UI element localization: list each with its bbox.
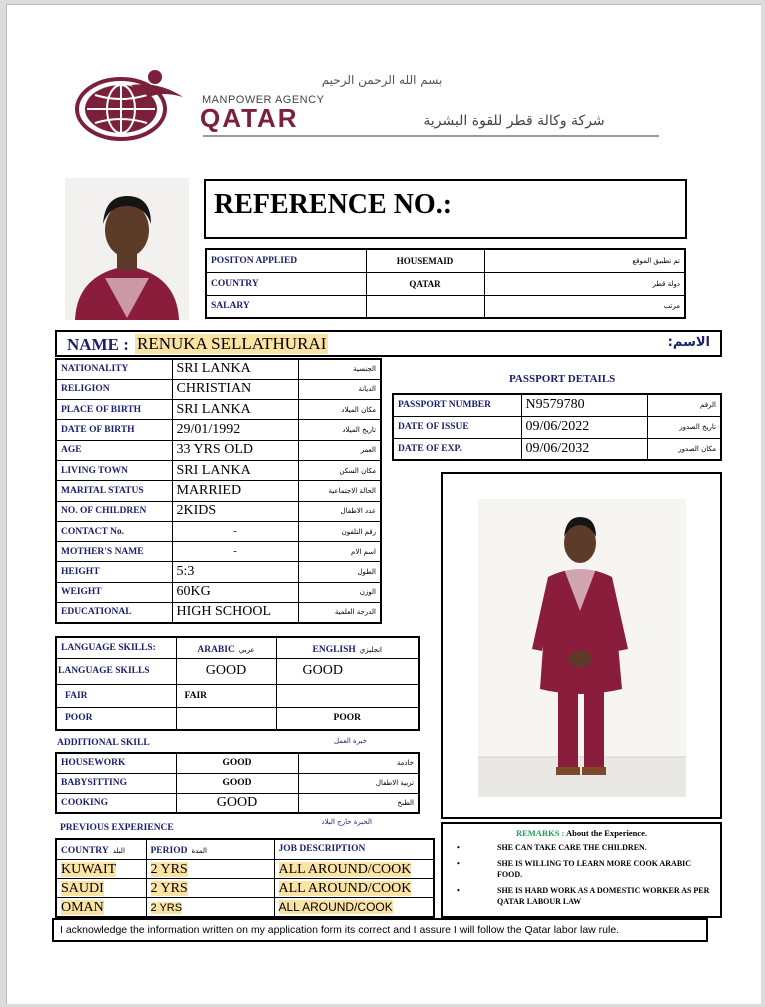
passport-title: PASSPORT DETAILS: [509, 373, 616, 385]
personal-ar: الحالة الاجتماعية: [298, 481, 381, 501]
experience-header-row: [56, 839, 434, 859]
personal-value: 2KIDS: [172, 501, 298, 521]
name-value: RENUKA SELLATHURAI: [137, 334, 327, 353]
passport-row: [393, 438, 721, 460]
brand-name: QATAR: [200, 103, 299, 133]
passport-row: [393, 416, 721, 438]
personal-label: WEIGHT: [56, 582, 172, 602]
remark-item: • SHE CAN TAKE CARE THE CHILDREN.: [457, 843, 647, 852]
personal-ar: رقم التلفون: [298, 521, 381, 541]
salary-row: [206, 295, 685, 318]
personal-value: -: [172, 521, 298, 541]
personal-row: [56, 359, 381, 379]
application-page: [6, 4, 761, 1004]
country-ar: دولة قطر: [484, 272, 685, 295]
acknowledgement-box: [52, 918, 708, 942]
remark-item: • SHE IS WILLING TO LEARN MORE COOK ARABIC FOOD.: [457, 859, 692, 879]
experience-table: [55, 838, 435, 918]
skill-row: [56, 773, 419, 793]
personal-value: SRI LANKA: [172, 460, 298, 480]
personal-details-table: [55, 358, 382, 624]
personal-value: CHRISTIAN: [172, 379, 298, 399]
skill-row: [56, 753, 419, 773]
country-row: [206, 272, 685, 295]
personal-ar: اسم الام: [298, 542, 381, 562]
bullet-icon: •: [457, 859, 460, 868]
position-ar: تم تطبيق الموقع: [484, 249, 685, 272]
skill-ar: خادمة: [298, 753, 419, 773]
passport-row: [393, 394, 721, 416]
skill-value: GOOD: [176, 793, 298, 813]
personal-value: -: [172, 542, 298, 562]
personal-ar: الوزن: [298, 582, 381, 602]
reference-label: REFERENCE NO.:: [214, 189, 453, 220]
skill-ar: تربية الاطفال: [298, 773, 419, 793]
personal-ar: الجنسية: [298, 359, 381, 379]
personal-ar: العمر: [298, 440, 381, 460]
personal-label: NO. OF CHILDREN: [56, 501, 172, 521]
passport-ar: الرقم: [647, 394, 721, 416]
personal-label: DATE OF BIRTH: [56, 420, 172, 440]
position-label: POSITON APPLIED: [206, 249, 366, 272]
country-label: COUNTRY: [206, 272, 366, 295]
personal-row: [56, 521, 381, 541]
personal-value: HIGH SCHOOL: [172, 603, 298, 623]
personal-ar: الديانة: [298, 379, 381, 399]
full-body-photo: [478, 499, 686, 797]
name-ar: الاسم:: [667, 335, 710, 350]
skill-label: COOKING: [56, 793, 176, 813]
bismillah: بسم الله الرحمن الرحيم: [321, 73, 443, 87]
salary-ar: مرتب: [484, 295, 685, 318]
personal-row: [56, 440, 381, 460]
language-row: POOR POOR: [56, 707, 419, 730]
personal-row: [56, 420, 381, 440]
skill-ar: الطبخ: [298, 793, 419, 813]
arabic-agency-name: شركة وكالة قطر للقوة البشرية: [423, 113, 605, 129]
additional-skill-ar: خبرة العمل: [334, 737, 367, 745]
experience-row: SAUDI 2 YRS ALL AROUND/COOK: [56, 878, 434, 897]
skill-value: GOOD: [176, 773, 298, 793]
passport-value: 09/06/2032: [521, 438, 647, 460]
personal-row: [56, 481, 381, 501]
personal-row: [56, 460, 381, 480]
agency-logo: [71, 67, 196, 143]
personal-value: SRI LANKA: [172, 400, 298, 420]
salary-value: [366, 295, 484, 318]
personal-ar: الطول: [298, 562, 381, 582]
additional-skill-label: ADDITIONAL SKILL: [57, 738, 150, 748]
personal-label: EDUCATIONAL: [56, 603, 172, 623]
salary-label: SALARY: [206, 295, 366, 318]
personal-value: 5:3: [172, 562, 298, 582]
personal-value: 33 YRS OLD: [172, 440, 298, 460]
passport-ar: تاريخ الصدور: [647, 416, 721, 438]
name-bar: [55, 330, 722, 357]
previous-experience-ar: الخبرة خارج البلاد: [321, 818, 372, 826]
personal-label: NATIONALITY: [56, 359, 172, 379]
name-label: NAME :: [67, 335, 129, 354]
additional-skills-table: [55, 752, 420, 814]
full-body-photo-frame: [441, 472, 722, 819]
language-row: LANGUAGE SKILLS GOOD GOOD: [56, 658, 419, 684]
passport-label: PASSPORT NUMBER: [393, 394, 521, 416]
previous-experience-label: PREVIOUS EXPERIENCE: [60, 823, 174, 833]
position-value: HOUSEMAID: [366, 249, 484, 272]
personal-row: [56, 562, 381, 582]
personal-label: HEIGHT: [56, 562, 172, 582]
arabic-header: ARABIC عربي: [176, 637, 276, 658]
country-value: QATAR: [366, 272, 484, 295]
remarks-box: [441, 822, 722, 918]
skill-label: BABYSITTING: [56, 773, 176, 793]
passport-value: N9579780: [521, 394, 647, 416]
passport-label: DATE OF EXP.: [393, 438, 521, 460]
personal-label: MARITAL STATUS: [56, 481, 172, 501]
experience-row: OMAN 2 YRS ALL AROUND/COOK: [56, 897, 434, 917]
personal-value: 60KG: [172, 582, 298, 602]
personal-row: [56, 582, 381, 602]
personal-label: CONTACT No.: [56, 521, 172, 541]
passport-table: [392, 393, 722, 461]
personal-row: [56, 542, 381, 562]
personal-value: MARRIED: [172, 481, 298, 501]
country-header: COUNTRY البلد: [56, 839, 146, 859]
personal-label: LIVING TOWN: [56, 460, 172, 480]
personal-value: 29/01/1992: [172, 420, 298, 440]
skill-value: GOOD: [176, 753, 298, 773]
remarks-list: [451, 842, 713, 912]
position-table: [205, 248, 686, 319]
skill-row: [56, 793, 419, 813]
remark-item: • SHE IS HARD WORK AS A DOMESTIC WORKER AS PER QATAR LABOUR LAW: [457, 886, 710, 906]
reference-box: [204, 179, 687, 239]
position-row: [206, 249, 685, 272]
remarks-title: REMARKS : About the Experience.: [515, 828, 648, 838]
personal-row: [56, 379, 381, 399]
personal-ar: الدرجة العلمية: [298, 603, 381, 623]
acknowledgement-text: I acknowledge the information written on my application form its correct and I assure I will follow the Qatar labor law rule.: [60, 924, 620, 936]
bullet-icon: •: [457, 843, 460, 852]
bullet-icon: •: [457, 886, 460, 895]
personal-ar: عدد الاطفال: [298, 501, 381, 521]
language-header-label: LANGUAGE SKILLS:: [56, 637, 176, 658]
portrait-photo: [65, 178, 189, 320]
language-row: FAIR FAIR: [56, 684, 419, 707]
personal-ar: مكان الميلاد: [298, 400, 381, 420]
personal-label: RELIGION: [56, 379, 172, 399]
personal-row: [56, 603, 381, 623]
header-divider: [203, 135, 659, 137]
personal-ar: مكان السكن: [298, 460, 381, 480]
agency-line: MANPOWER AGENCY: [202, 94, 325, 106]
personal-label: MOTHER'S NAME: [56, 542, 172, 562]
personal-label: AGE: [56, 440, 172, 460]
personal-row: [56, 501, 381, 521]
language-table: [55, 636, 420, 731]
period-header: PERIOD المدة: [146, 839, 274, 859]
language-header-row: [56, 637, 419, 658]
passport-label: DATE OF ISSUE: [393, 416, 521, 438]
skill-label: HOUSEWORK: [56, 753, 176, 773]
personal-value: SRI LANKA: [172, 359, 298, 379]
job-header: JOB DESCRIPTION: [274, 839, 434, 859]
personal-row: [56, 400, 381, 420]
english-header: ENGLISH انجليزي: [276, 637, 419, 658]
experience-row: KUWAIT 2 YRS ALL AROUND/COOK: [56, 859, 434, 878]
personal-label: PLACE OF BIRTH: [56, 400, 172, 420]
passport-ar: مكان الصدور: [647, 438, 721, 460]
personal-ar: تاريخ الميلاد: [298, 420, 381, 440]
passport-value: 09/06/2022: [521, 416, 647, 438]
